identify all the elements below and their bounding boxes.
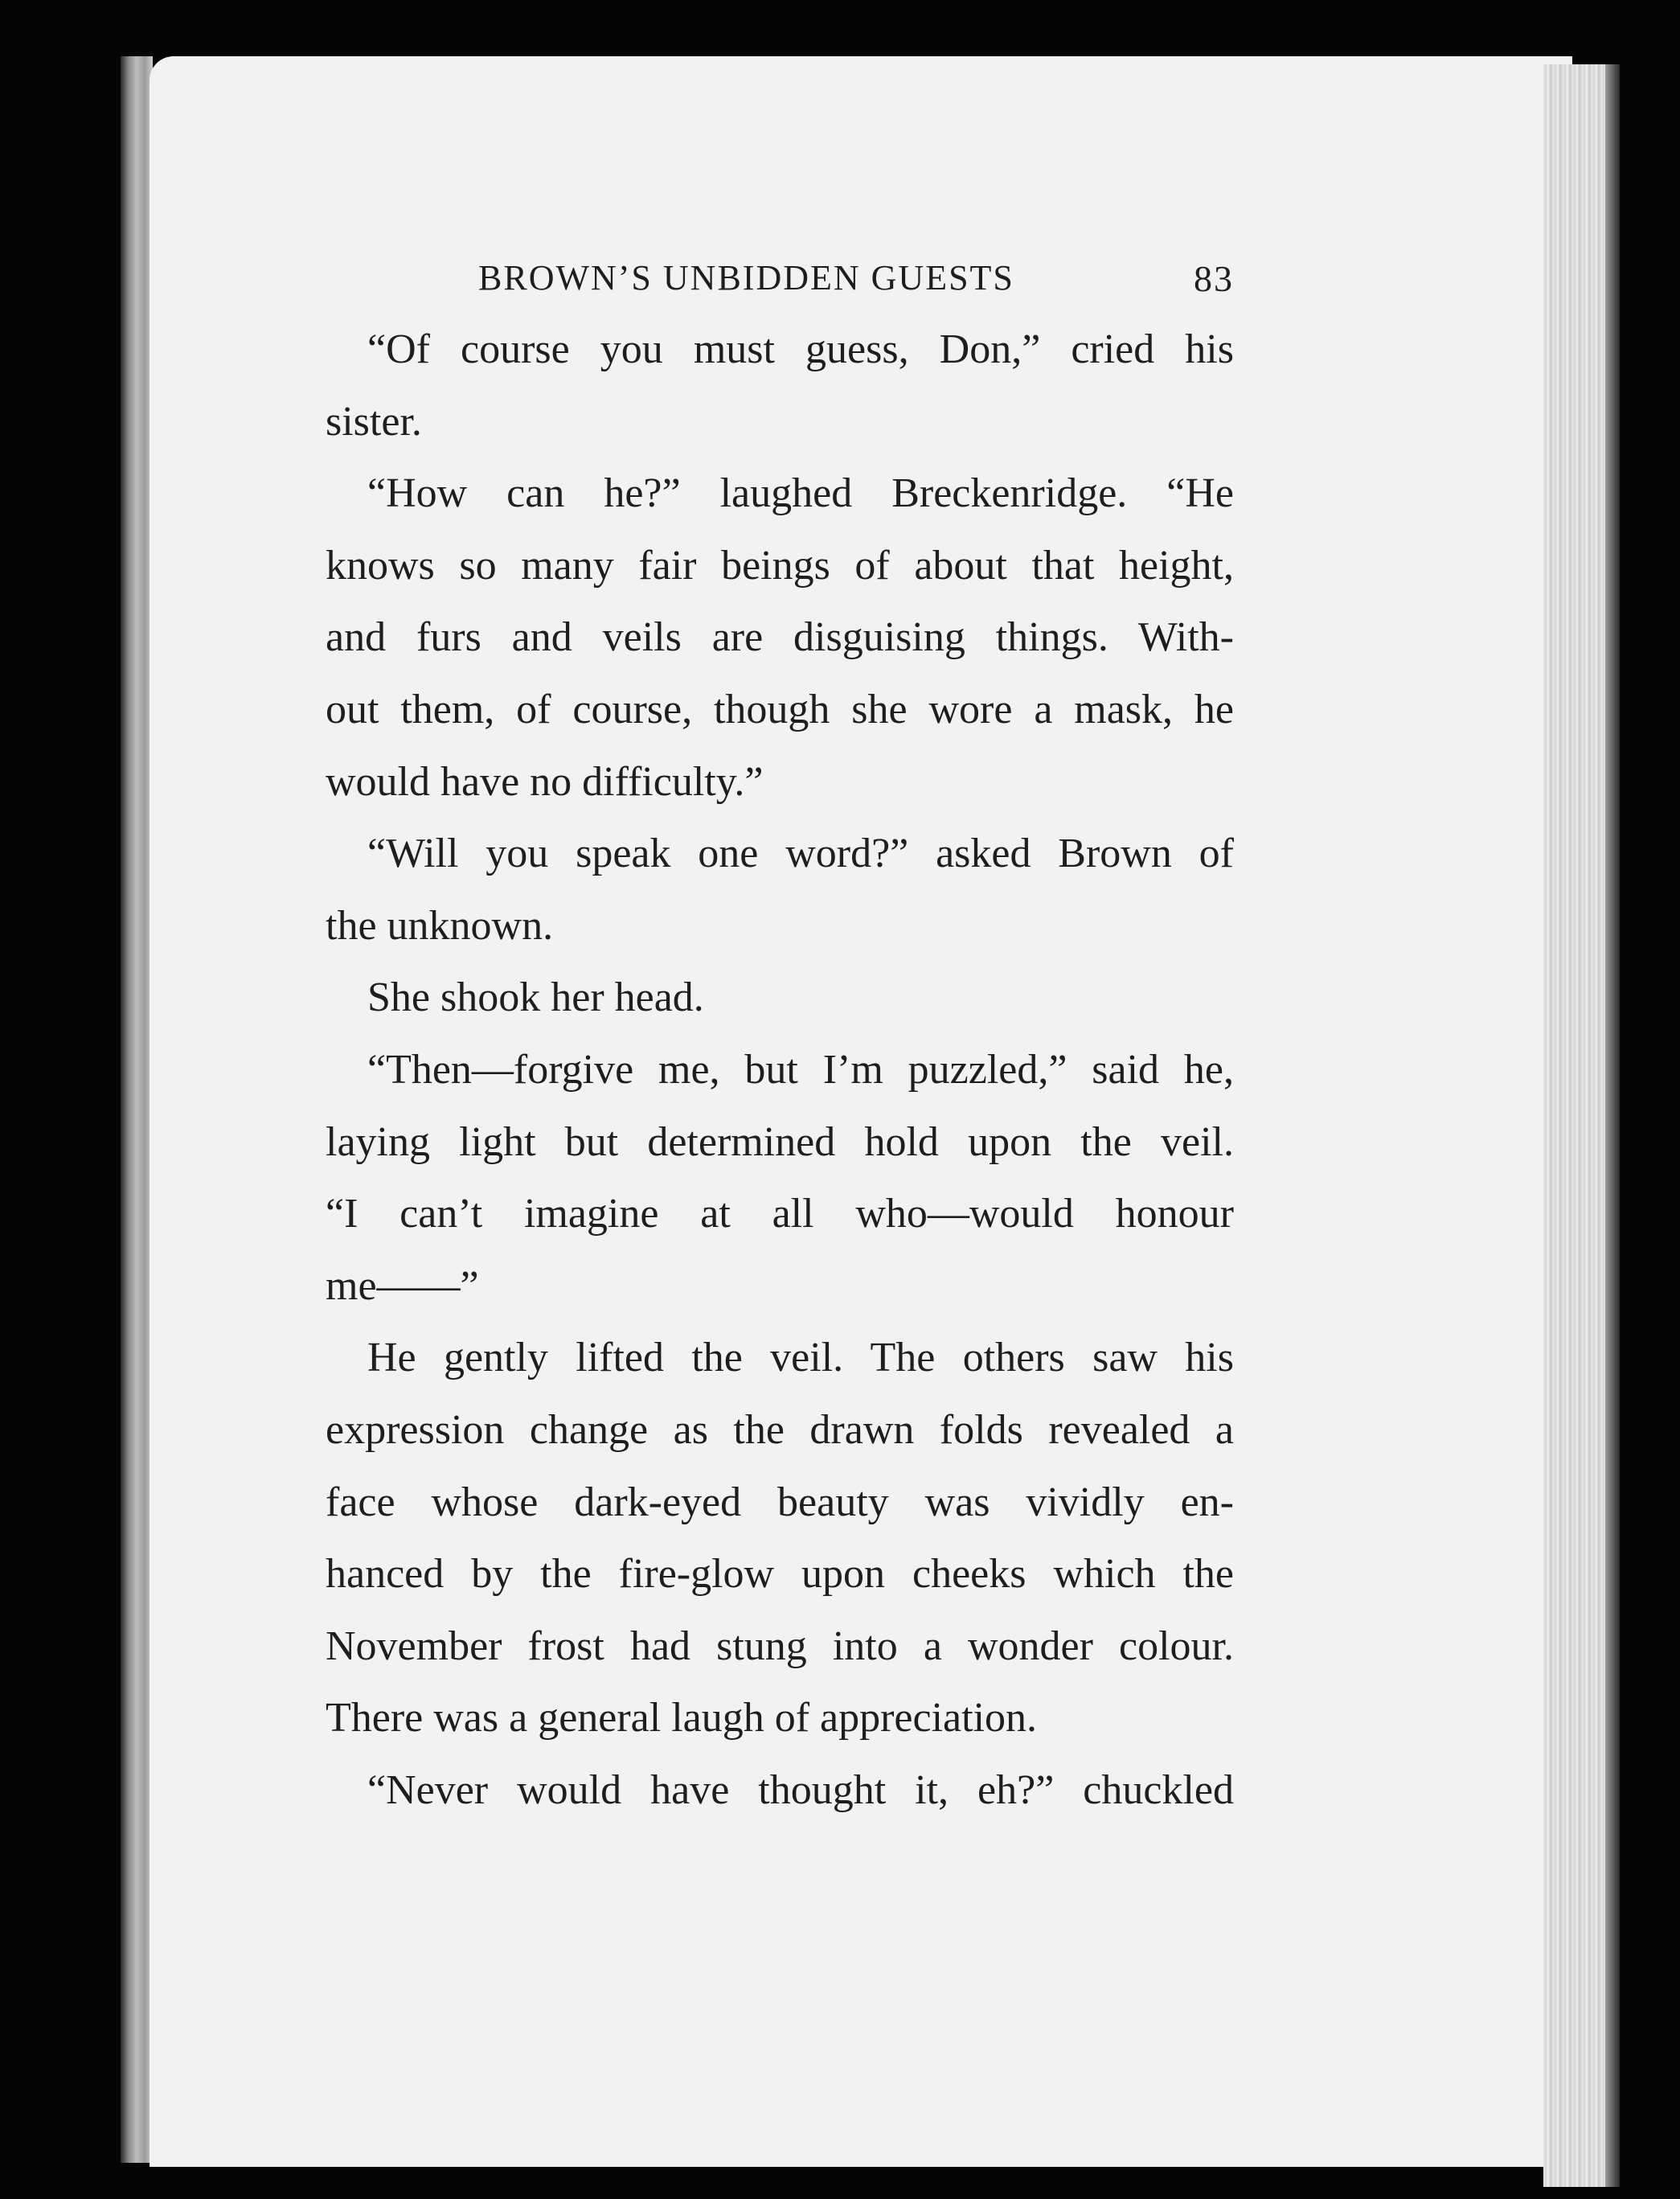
text-line: There was a general laugh of appreciation. — [326, 1695, 1038, 1742]
text-line: out them, of course, though she wore a mask, he — [326, 686, 1234, 732]
text-line: sister. — [326, 398, 422, 445]
text-line: November frost had stung into a wonder colour. — [326, 1623, 1234, 1669]
body-text — [326, 314, 1234, 1826]
text-line: “I can’t imagine at all who—would honour — [326, 1191, 1234, 1237]
text-line: laying light but determined hold upon the veil. — [326, 1118, 1234, 1165]
text-block — [326, 257, 1234, 1826]
text-line: the unknown. — [326, 902, 554, 949]
text-line: would have no difficulty.” — [326, 758, 764, 805]
text-line: “Will you speak one word?” asked Brown of — [367, 831, 1234, 877]
page-number: 83 — [1194, 258, 1234, 299]
text-line: and furs and veils are disguising things. With- — [326, 614, 1234, 661]
text-line: “How can he?” laughed Breckenridge. “He — [367, 470, 1234, 517]
text-line: expression change as the drawn folds revealed a — [326, 1406, 1234, 1453]
left-page-edge — [121, 56, 153, 2163]
text-line: knows so many fair beings of about that height, — [326, 542, 1234, 589]
text-line: me——” — [326, 1262, 479, 1309]
text-line: face whose dark-eyed beauty was vividly en- — [326, 1479, 1234, 1525]
text-line: hanced by the fire-glow upon cheeks which the — [326, 1551, 1234, 1598]
text-line: “Of course you must guess, Don,” cried his — [367, 326, 1234, 372]
running-head — [326, 257, 1234, 314]
text-line: She shook her head. — [367, 974, 704, 1021]
running-title: BROWN’S UNBIDDEN GUESTS — [478, 258, 1014, 297]
text-line: “Never would have thought it, eh?” chuckled — [367, 1766, 1234, 1813]
text-line: He gently lifted the veil. The others saw his — [367, 1335, 1234, 1381]
text-line: “Then—forgive me, but I’m puzzled,” said he, — [367, 1046, 1234, 1093]
right-page-edge — [1543, 64, 1620, 2187]
